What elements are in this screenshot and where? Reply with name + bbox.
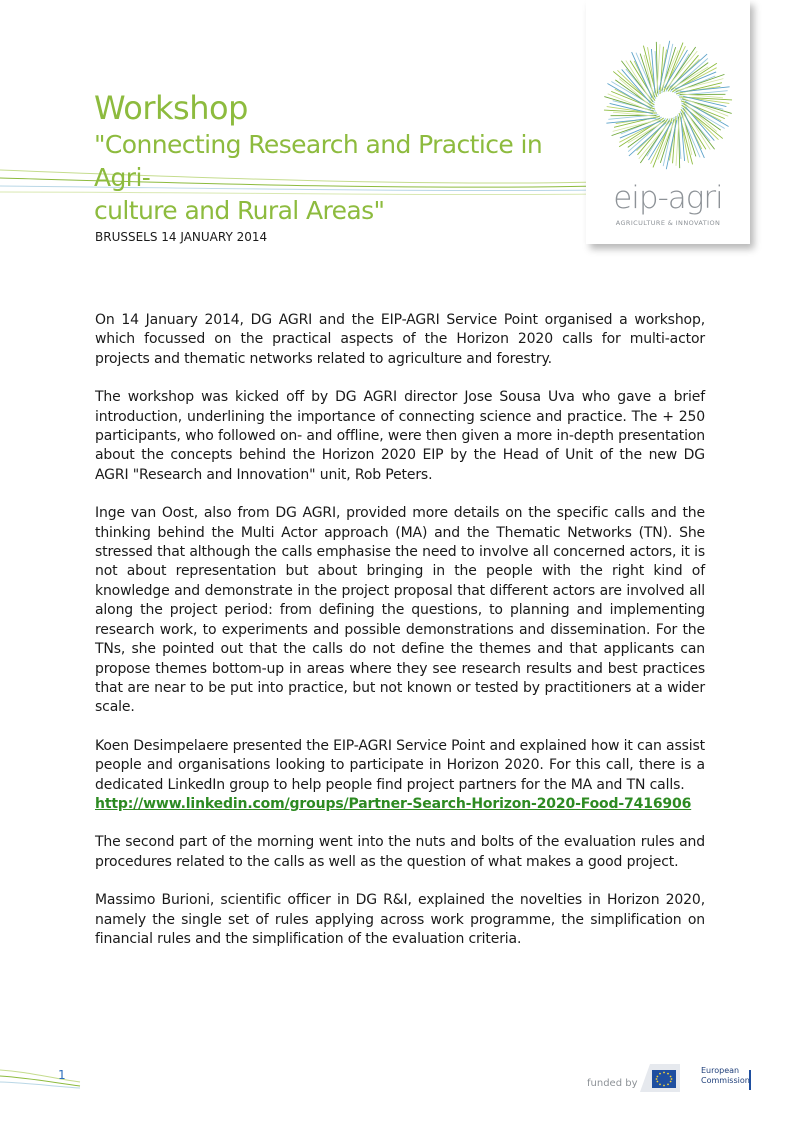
paragraph-novelties: Massimo Burioni, scientific officer in DG R&I, explained the novelties in Horizon 2020, namely the single set of rules applying across work programme, the simplification on financial rules and the simplification of the evaluation criteria. [95,892,705,947]
title-block [94,88,584,227]
funded-by-label: funded by [587,1078,638,1089]
page-number: 1 [58,1068,66,1082]
ec-label-line-1: European [701,1066,740,1075]
logo-tagline: AGRICULTURE & INNOVATION [615,219,721,227]
burst-ray [676,119,679,166]
linkedin-group-link[interactable]: http://www.linkedin.com/groups/Partner-Search-Horizon-2020-Food-7416906 [95,795,692,812]
dateline: BRUSSELS 14 JANUARY 2014 [95,230,268,244]
paragraph-evaluation: The second part of the morning went into the nuts and bolts of the evaluation rules and procedures related to the calls as well as the question of what makes a good project. [95,834,705,870]
paragraph-service-point: Koen Desimpelaere presented the EIP-AGRI Service Point and explained how it can assist people and organisations looking to participate in Horizon 2020. For this call, there is a dedicated LinkedIn group to help people find project partners for the MA and TN calls. [95,737,705,793]
paragraph-opening: The workshop was kicked off by DG AGRI director Jose Sousa Uva who gave a brief introduction, underlining the importance of connecting science and practice. The + 250 participants, who followed on- and offline, were then given a more in-depth presentation about the concepts behind the Horizon 2020 EIP by the Head of Unit of the new DG AGRI "Research and Innovation" unit, Rob Peters. [95,389,705,483]
eip-agri-burst-icon [595,32,741,178]
logo-wordmark: eip-agri [613,180,723,216]
burst-ray [657,44,660,91]
page-subtitle-line-2: culture and Rural Areas" [94,196,385,225]
page-subtitle-line-1: "Connecting Research and Practice in Agri- [94,130,543,192]
article-body [95,311,705,968]
paragraph-intro: On 14 January 2014, DG AGRI and the EIP-AGRI Service Point organised a workshop, which focussed on the practical aspects of the Horizon 2020 calls for multi-actor projects and thematic networks related to agriculture and forestry. [95,312,705,367]
european-commission-label [701,1066,750,1086]
eip-agri-logo-card [586,0,750,244]
page-title: Workshop [94,89,248,127]
ec-label-line-2: Commission [701,1076,750,1085]
paragraph-calls: Inge van Oost, also from DG AGRI, provided more details on the specific calls and the thinking behind the Multi Actor approach (MA) and the Thematic Networks (TN). She stressed that although the calls emphasise the need to involve all concerned actors, it is not about representation but about bringing in the people with the right kind of knowledge and demonstrate in the project proposal that different actors are involved all along the project period: from defining the questions, to planning and implementing research work, to experiments and possible demonstrations and dissemination. For the TNs, she pointed out that the calls do not define the themes and that applicants can propose themes bottom-up in areas where they see research results and best practices that are near to be put into practice, but not known or tested by practitioners at a wider scale. [95,505,705,716]
